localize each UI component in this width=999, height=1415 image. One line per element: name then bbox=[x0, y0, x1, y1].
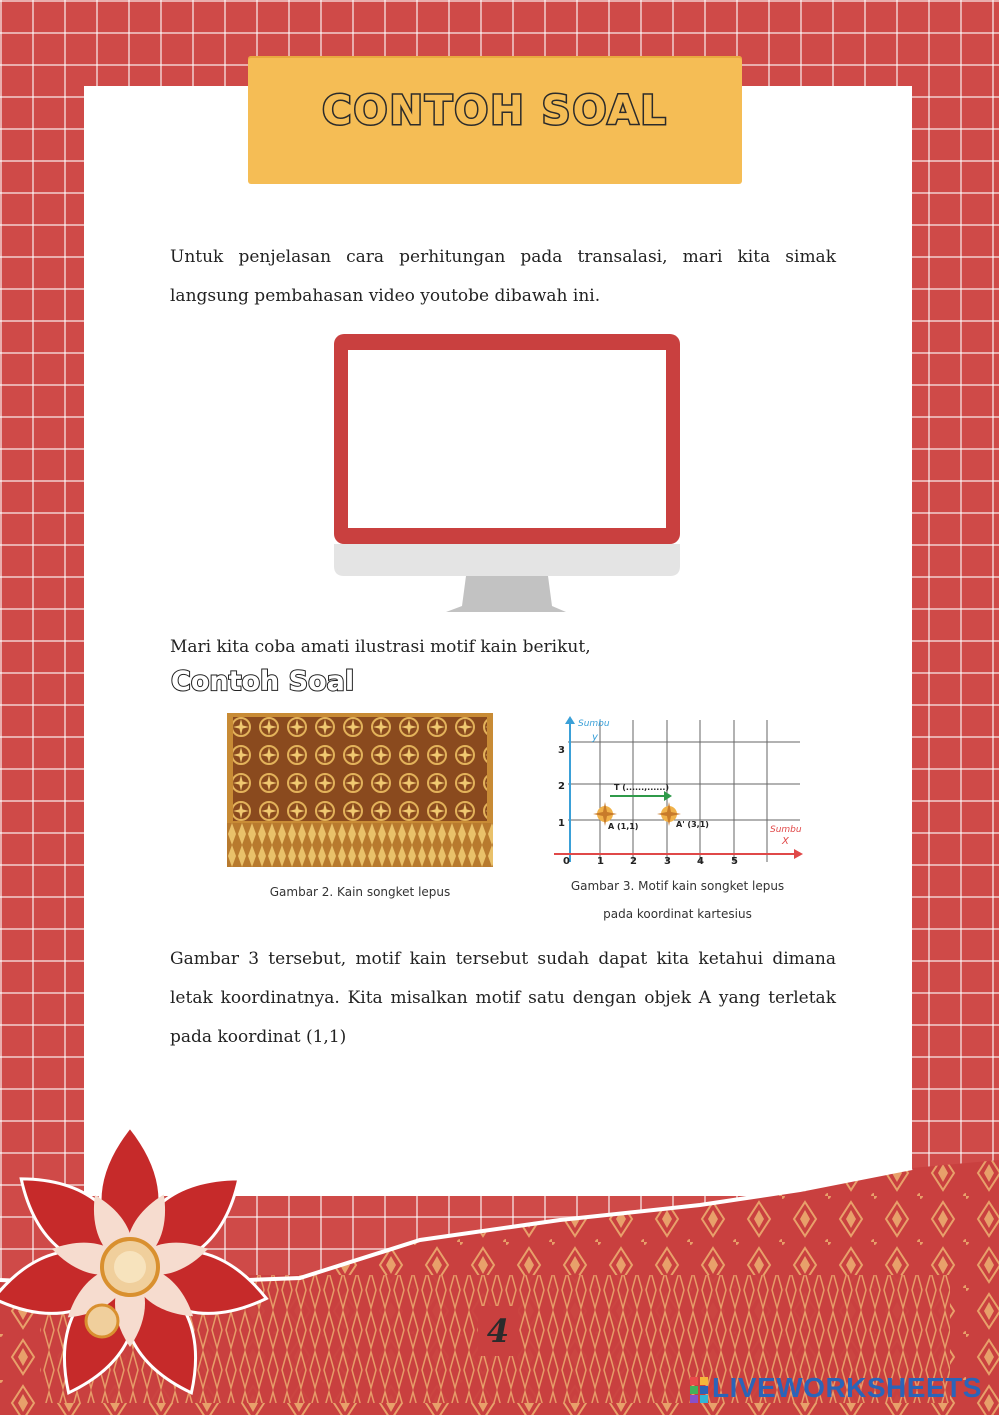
y-tick: 3 bbox=[558, 745, 565, 756]
flower-decoration bbox=[0, 1125, 290, 1415]
coordinate-figure bbox=[550, 712, 805, 872]
translation-label: T (......,......) bbox=[614, 783, 670, 792]
page-number: 4 bbox=[478, 1306, 518, 1356]
figure2-caption: Gambar 2. Kain songket lepus bbox=[269, 885, 451, 899]
brand-text: LIVEWORKSHEETS bbox=[712, 1372, 982, 1403]
liveworksheets-logo-icon bbox=[690, 1377, 708, 1403]
video-monitor[interactable] bbox=[334, 334, 680, 614]
observe-paragraph: Mari kita coba amati ilustrasi motif kain berikut, bbox=[170, 637, 591, 657]
y-tick: 2 bbox=[558, 781, 565, 792]
liveworksheets-brand[interactable] bbox=[690, 1372, 982, 1404]
conclusion-paragraph: Gambar 3 tersebut, motif kain tersebut sudah dapat kita ketahui dimana letak koordinatnya. Kita misalkan motif satu dengan objek A yang terletak pada koordinat (1,1) bbox=[170, 949, 836, 1047]
figure3-caption-line2: pada koordinat kartesius bbox=[603, 907, 752, 921]
x-tick: 0 bbox=[563, 856, 570, 867]
intro-paragraph: Untuk penjelasan cara perhitungan pada transalasi, mari kita simak langsung pembahasan video youtobe dibawah ini. bbox=[170, 247, 836, 306]
songket-fabric-image bbox=[227, 713, 493, 867]
x-tick: 3 bbox=[664, 856, 671, 867]
y-tick: 1 bbox=[558, 818, 565, 829]
page-title: CONTOH SOAL bbox=[322, 88, 668, 134]
x-tick: 1 bbox=[597, 856, 604, 867]
x-tick: 4 bbox=[697, 856, 704, 867]
point-a-label: A (1,1) bbox=[608, 822, 639, 831]
y-var-label: y bbox=[592, 732, 598, 743]
point-a-prime-label: A' (3,1) bbox=[676, 820, 709, 829]
figure3-caption bbox=[550, 872, 805, 928]
x-tick: 2 bbox=[630, 856, 637, 867]
x-tick: 5 bbox=[731, 856, 738, 867]
x-var-label: X bbox=[782, 836, 789, 847]
y-axis-label: Sumbu bbox=[578, 719, 610, 729]
figure3-caption-line1: Gambar 3. Motif kain songket lepus bbox=[570, 879, 785, 893]
x-axis-label: Sumbu bbox=[770, 825, 802, 835]
subheading: Contoh Soal bbox=[171, 666, 355, 697]
